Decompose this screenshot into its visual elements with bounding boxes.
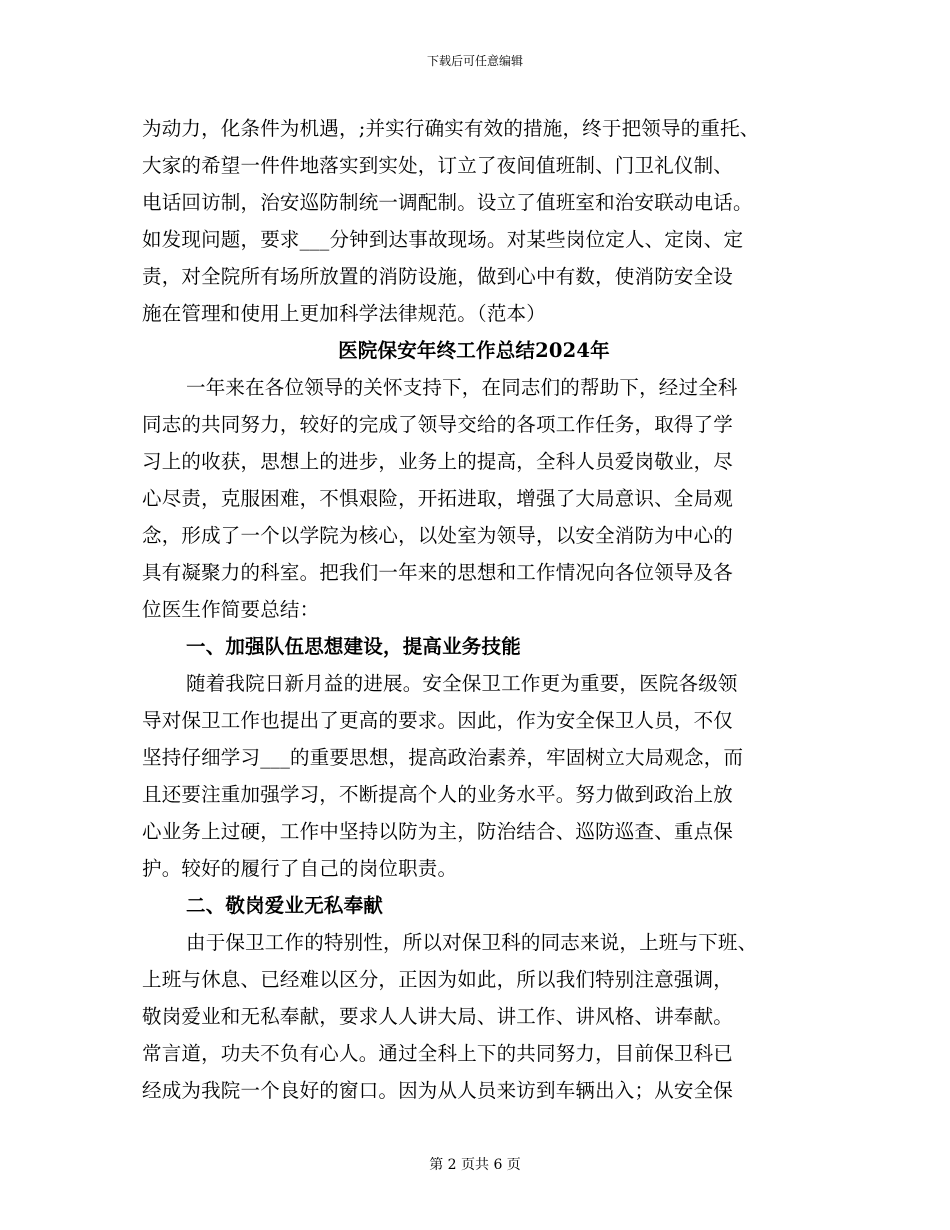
paragraph-line: 由于保卫工作的特别性，所以对保卫科的同志来说，上班与下班、 — [186, 931, 758, 954]
section-heading: 二、敬岗爱业无私奉献 — [186, 894, 384, 917]
paragraph-line: 同志的共同努力，较好的完成了领导交给的各项工作任务，取得了学 — [142, 413, 734, 436]
paragraph-line: 一年来在各位领导的关怀支持下，在同志们的帮助下，经过全科 — [186, 376, 738, 399]
paragraph-line: 施在管理和使用上更加科学法律规范。（范本） — [142, 302, 546, 325]
paragraph-line: 位医生作简要总结： — [142, 598, 320, 621]
paragraph-line: 心尽责，克服困难，不惧艰险，开拓进取，增强了大局意识、全局观 — [142, 487, 734, 510]
paragraph-line: 上班与休息、已经难以区分，正因为如此，所以我们特别注意强调， — [142, 968, 734, 991]
paragraph-line: 敬岗爱业和无私奉献，要求人人讲大局、讲工作、讲风格、讲奉献。 — [142, 1005, 734, 1028]
paragraph-line: 为动力，化条件为机遇，;并实行确实有效的措施，终于把领导的重托、 — [142, 117, 760, 140]
paragraph-line: 经成为我院一个良好的窗口。因为从人员来访到车辆出入；从安全保 — [142, 1079, 734, 1102]
paragraph-line: 具有凝聚力的科室。把我们一年来的思想和工作情况向各位领导及各 — [142, 561, 734, 584]
paragraph-line: 责，对全院所有场所放置的消防设施，做到心中有数，使消防安全设 — [142, 265, 734, 288]
paragraph-line: 电话回访制，治安巡防制统一调配制。设立了值班室和治安联动电话。 — [142, 191, 753, 214]
paragraph-line: 导对保卫工作也提出了更高的要求。因此，作为安全保卫人员，不仅 — [142, 709, 734, 732]
page-header: 下载后可任意编辑 — [426, 54, 523, 68]
paragraph-line: 随着我院日新月益的进展。安全保卫工作更为重要，医院各级领 — [186, 672, 738, 695]
paragraph-line: 心业务上过硬，工作中坚持以防为主，防治结合、巡防巡查、重点保 — [142, 820, 734, 843]
paragraph-line: 大家的希望一件件地落实到实处，订立了夜间值班制、门卫礼仪制、 — [142, 154, 734, 177]
section-heading: 一、加强队伍思想建设，提高业务技能 — [186, 635, 521, 658]
paragraph-line: 习上的收获，思想上的进步，业务上的提高，全科人员爱岗敬业，尽 — [142, 450, 734, 473]
document-body — [142, 110, 822, 1109]
paragraph-line: 且还要注重加强学习，不断提高个人的业务水平。努力做到政治上放 — [142, 783, 734, 806]
paragraph-line: 如发现问题，要求___分钟到达事故现场。对某些岗位定人、定岗、定 — [142, 228, 744, 251]
paragraph-line: 坚持仔细学习___的重要思想，提高政治素养，牢固树立大局观念，而 — [142, 746, 744, 769]
paragraph-line: 护。较好的履行了自己的岗位职责。 — [142, 857, 458, 880]
paragraph-line: 常言道，功夫不负有心人。通过全科上下的共同努力，目前保卫科已 — [142, 1042, 734, 1065]
paragraph-line: 念，形成了一个以学院为核心，以处室为领导，以安全消防为中心的 — [142, 524, 734, 547]
page-number: 第 2 页共 6 页 — [429, 1157, 521, 1173]
document-title: 医院保安年终工作总结2024年 — [338, 339, 610, 362]
